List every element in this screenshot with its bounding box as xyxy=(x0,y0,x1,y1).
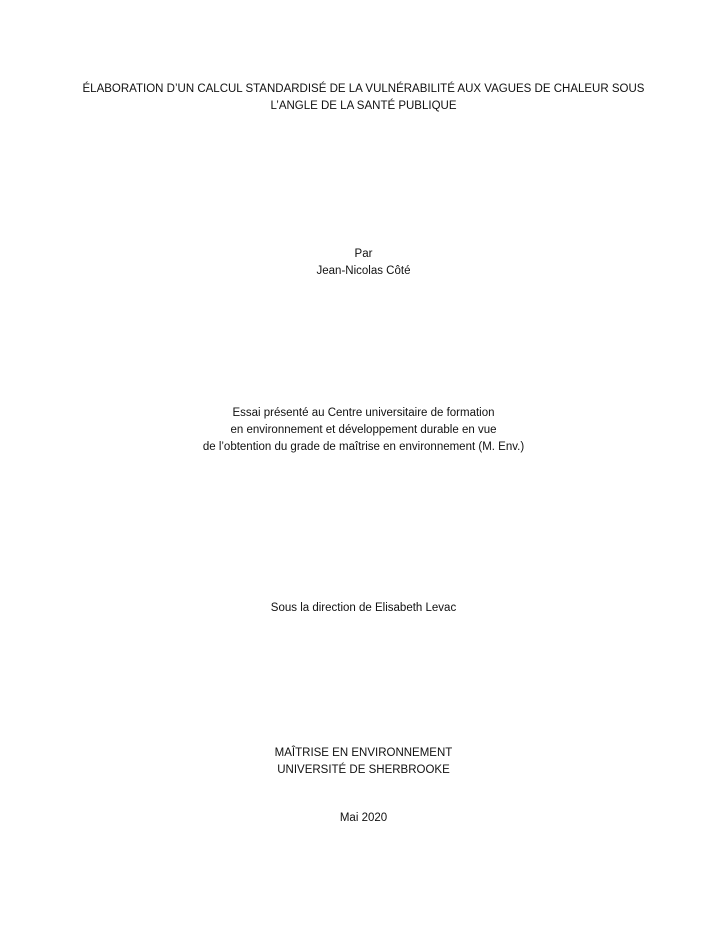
date-section xyxy=(0,810,727,827)
author-prefix: Par xyxy=(354,248,373,260)
essay-line-1: Essai présenté au Centre universitaire de formation xyxy=(232,407,495,419)
supervisor-section xyxy=(0,600,727,617)
university-name: UNIVERSITÉ DE SHERBROOKE xyxy=(277,764,450,776)
essay-statement xyxy=(0,405,727,456)
publication-date: Mai 2020 xyxy=(339,812,388,824)
essay-line-2: en environnement et développement durable en vue xyxy=(230,424,497,436)
document-title xyxy=(0,81,727,115)
supervisor-text: Sous la direction de Elisabeth Levac xyxy=(270,602,457,614)
essay-line-3: de l’obtention du grade de maîtrise en environnement (M. Env.) xyxy=(202,441,525,453)
program-name: MAÎTRISE EN ENVIRONNEMENT xyxy=(274,747,453,759)
title-line-2: L’ANGLE DE LA SANTÉ PUBLIQUE xyxy=(270,100,457,112)
author-section xyxy=(0,246,727,280)
title-line-1: ÉLABORATION D’UN CALCUL STANDARDISÉ DE LA VULNÉRABILITÉ AUX VAGUES DE CHALEUR SOUS xyxy=(82,83,645,95)
author-name: Jean-Nicolas Côté xyxy=(316,265,411,277)
institution-section xyxy=(0,745,727,779)
